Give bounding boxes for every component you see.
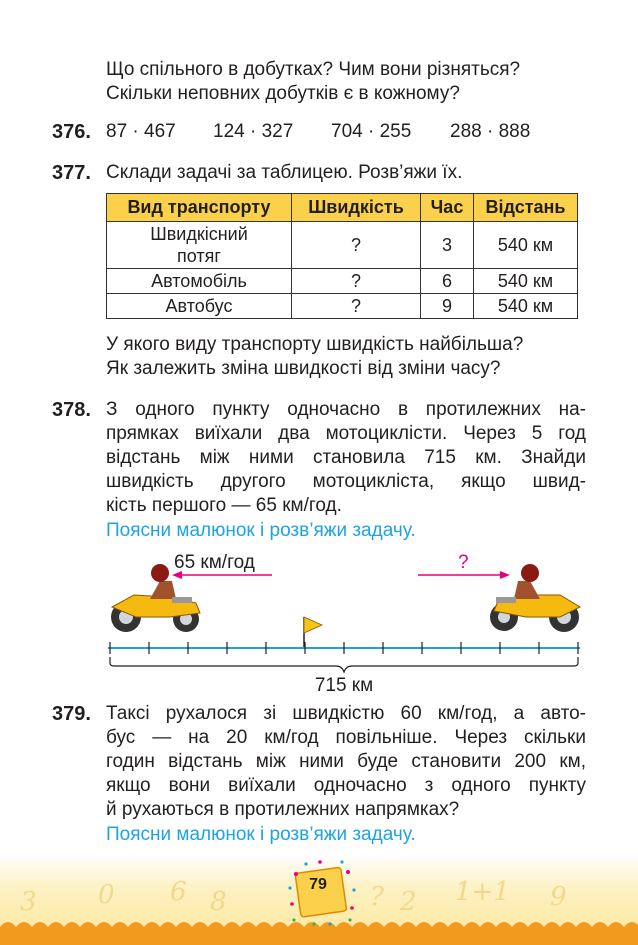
cell-time: 9 <box>421 294 474 319</box>
cell-transport-line1: Швидкісний <box>150 224 248 244</box>
decor-digit: ? <box>370 882 384 912</box>
task-378-line-5: кість першого — 65 км/год. <box>106 495 342 516</box>
table-row <box>107 294 578 319</box>
header-distance: Відстань <box>474 194 578 222</box>
table-row <box>107 222 578 269</box>
task-379-line-2: бус — на 20 км/год повільніше. Через скільки <box>106 727 586 748</box>
header-speed: Швидкість <box>292 194 421 222</box>
decor-digit: 0 <box>98 880 115 910</box>
cell-transport-line2: потяг <box>177 246 221 266</box>
table-header-row <box>107 194 578 222</box>
intro-line-2: Скільки неповних добутків є в кожному? <box>106 83 460 104</box>
table-row <box>107 269 578 294</box>
decor-digit: 2 <box>400 887 417 917</box>
right-speed-label: ? <box>458 552 469 573</box>
left-motorcycle-icon <box>111 564 200 632</box>
decor-digit: 8 <box>210 887 227 917</box>
task-376-number: 376. <box>52 121 91 143</box>
motorcycle-diagram <box>0 545 638 695</box>
intro-line-1: Що спільного в добутках? Чим вони різняться? <box>106 59 521 80</box>
decor-digit: 3 <box>20 887 37 917</box>
decor-digit: 9 <box>550 882 567 912</box>
task-378-line-2: прямках виїхали два мотоциклісти. Через 5 год <box>106 423 586 444</box>
cell-time: 3 <box>421 222 474 269</box>
cell-distance: 540 км <box>474 222 578 269</box>
decor-digit: 1+1 <box>455 877 510 907</box>
total-distance-label: 715 км <box>314 675 374 695</box>
task-379-number: 379. <box>52 703 91 725</box>
product-4: 288 · 888 <box>450 121 531 142</box>
cell-speed: ? <box>292 269 421 294</box>
task-378-line-4: швидкість другого мотоцикліста, якщо швид- <box>106 471 586 492</box>
distance-brace <box>110 657 578 672</box>
header-transport: Вид транспорту <box>107 194 292 222</box>
task-378-number: 378. <box>52 399 91 421</box>
task-379-hint: Поясни малюнок і розв’яжи задачу. <box>106 824 416 845</box>
header-time: Час <box>421 194 474 222</box>
product-2: 124 · 327 <box>213 121 294 142</box>
start-flag-icon <box>304 617 322 649</box>
task-379-line-1: Таксі рухалося зі швидкістю 60 км/год, а авто- <box>106 703 586 724</box>
task-378-hint: Поясни малюнок і розв’яжи задачу. <box>106 520 416 541</box>
cell-distance: 540 км <box>474 269 578 294</box>
task-379-line-5: й рухаються в протилежних напрямках? <box>106 799 460 820</box>
task-377-question-2: Як залежить зміна швидкості від зміни часу? <box>106 358 501 379</box>
cell-time: 6 <box>421 269 474 294</box>
cell-speed: ? <box>292 294 421 319</box>
task-379-line-3: годин відстань між ними буде становити 200 км, <box>106 751 586 772</box>
task-377-question-1: У якого виду транспорту швидкість найбільша? <box>106 334 524 355</box>
product-3: 704 · 255 <box>331 121 412 142</box>
task-377-number: 377. <box>52 162 91 184</box>
left-speed-label: 65 км/год <box>174 552 255 573</box>
page-number: 79 <box>309 876 327 893</box>
transport-table <box>106 193 578 319</box>
task-378-line-3: відстань між ними становила 715 км. Знайди <box>106 447 586 468</box>
cell-transport: Автомобіль <box>107 269 292 294</box>
cell-speed: ? <box>292 222 421 269</box>
task-379-line-4: якщо вони виїхали одночасно з одного пункту <box>106 775 586 796</box>
task-377-instruction: Склади задачі за таблицею. Розв’яжи їх. <box>106 162 463 183</box>
cell-transport <box>107 222 292 269</box>
decor-digit: 6 <box>170 877 187 907</box>
product-1: 87 · 467 <box>106 121 176 142</box>
task-378-line-1: З одного пункту одночасно в протилежних на- <box>106 399 586 420</box>
cell-distance: 540 км <box>474 294 578 319</box>
cell-transport: Автобус <box>107 294 292 319</box>
